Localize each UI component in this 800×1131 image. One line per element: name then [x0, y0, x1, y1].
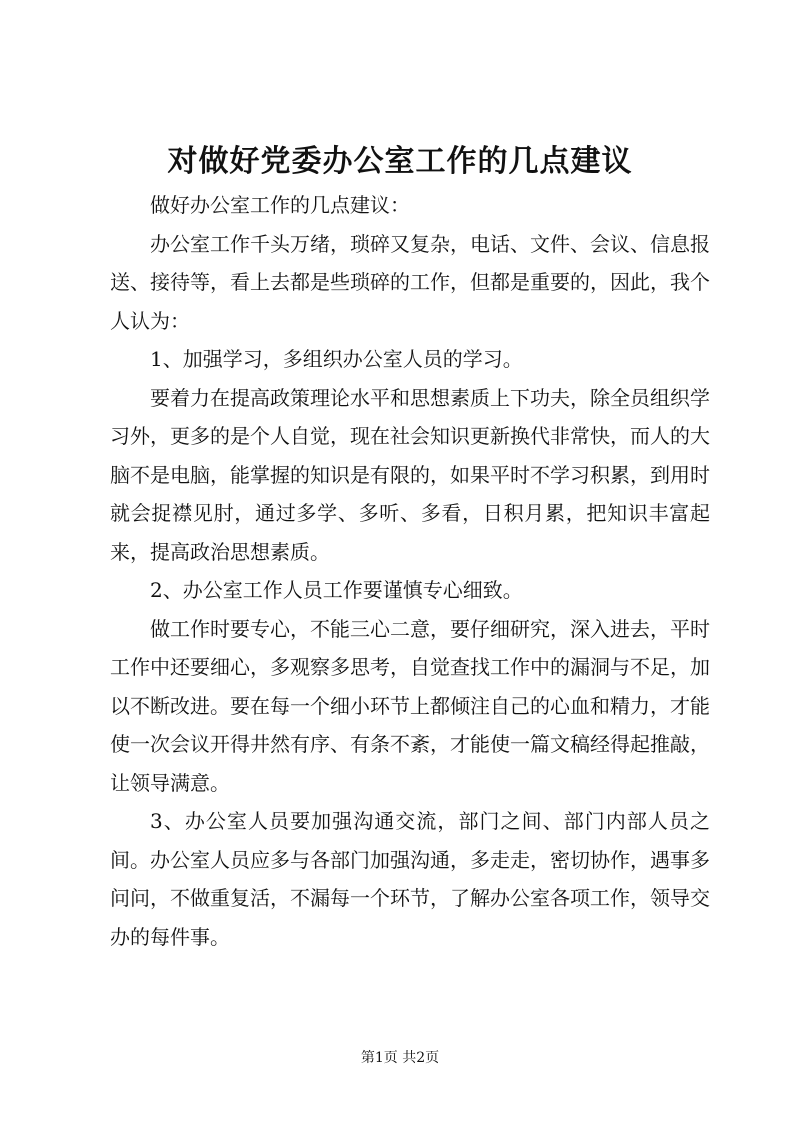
- document-title: 对做好党委办公室工作的几点建议: [167, 144, 633, 179]
- paragraph-intro: 做好办公室工作的几点建议：: [150, 193, 410, 217]
- paragraph-overview: 办公室工作千头万绪，琐碎又复杂，电话、文件、会议、信息报送、接待等，看上去都是些琐碎的工作，但都是重要的，因此，我个人认为：: [110, 231, 710, 333]
- page-footer: 第1页 共2页: [360, 1050, 440, 1066]
- paragraph-heading-2: 2、办公室工作人员工作要谨慎专心细致。: [150, 578, 523, 602]
- paragraph-heading-1: 1、加强学习，多组织办公室人员的学习。: [150, 347, 523, 371]
- paragraph-body-2: 做工作时要专心，不能三心二意，要仔细研究，深入进去，平时工作中还要细心，多观察多思考，自觉查找工作中的漏洞与不足，加以不断改进。要在每一个细小环节上都倾注自己的心血和精力，才能使一次会议开得井然有序、有条不紊，才能使一篇文稿经得起推敲，让领导满意。: [110, 616, 710, 795]
- document-body: [110, 186, 710, 956]
- paragraph-body-1: 要着力在提高政策理论水平和思想素质上下功夫，除全员组织学习外，更多的是个人自觉，现在社会知识更新换代非常快，而人的大脑不是电脑，能掌握的知识是有限的，如果平时不学习积累，到用时就会捉襟见肘，通过多学、多听、多看，日积月累，把知识丰富起来，提高政治思想素质。: [110, 385, 710, 564]
- paragraph-heading-3: 3、办公室人员要加强沟通交流，部门之间、部门内部人员之间。办公室人员应多与各部门加强沟通，多走走，密切协作，遇事多问问，不做重复活，不漏每一个环节，了解办公室各项工作，领导交办的每件事。: [110, 809, 710, 949]
